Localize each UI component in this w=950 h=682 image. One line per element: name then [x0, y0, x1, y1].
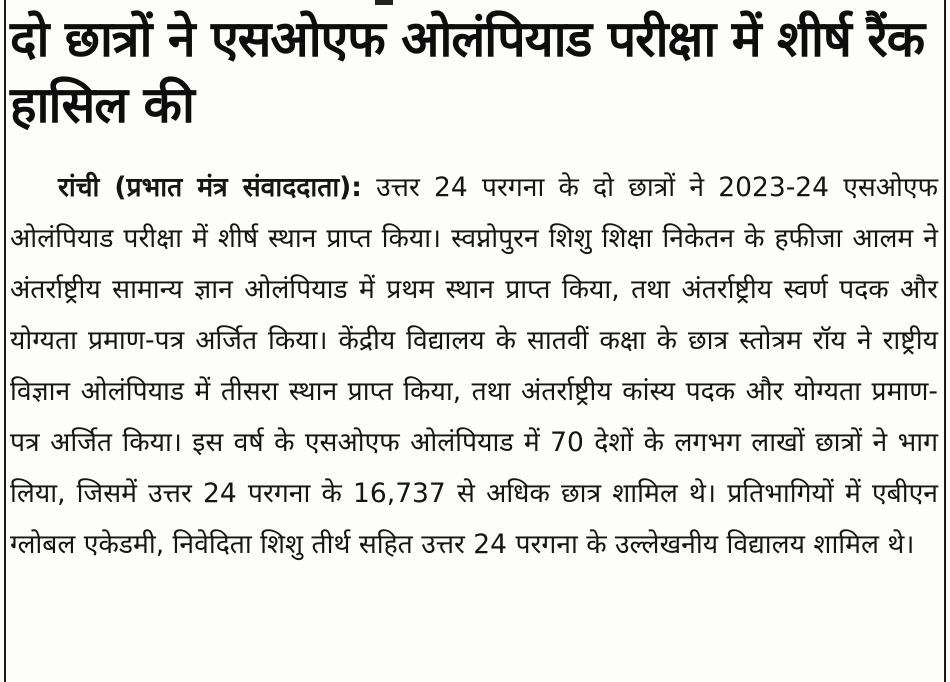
article-headline: दो छात्रों ने एसओएफ ओलंपियाड परीक्षा में शीर्ष रैंक हासिल की	[10, 10, 925, 134]
top-edge-mark	[375, 0, 393, 5]
right-column-rule	[944, 0, 946, 682]
left-column-rule	[4, 0, 6, 682]
article-body-text: उत्तर 24 परगना के दो छात्रों ने 2023-24 एसओएफ ओलंपियाड परीक्षा में शीर्ष स्थान प्राप्त किया। स्वप्नोपुरन शिशु शिक्षा निकेतन के हफीजा आलम ने अंतर्राष्ट्रीय सामान्य ज्ञान ओलंपियाड में प्रथम स्थान प्राप्त किया, तथा अंतर्राष्ट्रीय स्वर्ण पदक और योग्यता प्रमाण-पत्र अर्जित किया। केंद्रीय विद्यालय के सातवीं कक्षा के छात्र स्तोत्रम रॉय ने राष्ट्रीय विज्ञान ओलंपियाड में तीसरा स्थान प्राप्त किया, तथा अंतर्राष्ट्रीय कांस्य पदक और योग्यता प्रमाण-पत्र अर्जित किया। इस वर्ष के एसओएफ ओलंपियाड में 70 देशों के लगभग लाखों छात्रों ने भाग लिया, जिसमें उत्तर 24 परगना के 16,737 से अधिक छात्र शामिल थे। प्रतिभागियों में एबीएन ग्लोबल एकेडमी, निवेदिता शिशु तीर्थ सहित उत्तर 24 परगना के उल्लेखनीय विद्यालय शामिल थे।	[10, 172, 939, 560]
article-body	[10, 162, 938, 570]
article-dateline: रांची (प्रभात मंत्र संवाददाता):	[58, 172, 362, 203]
